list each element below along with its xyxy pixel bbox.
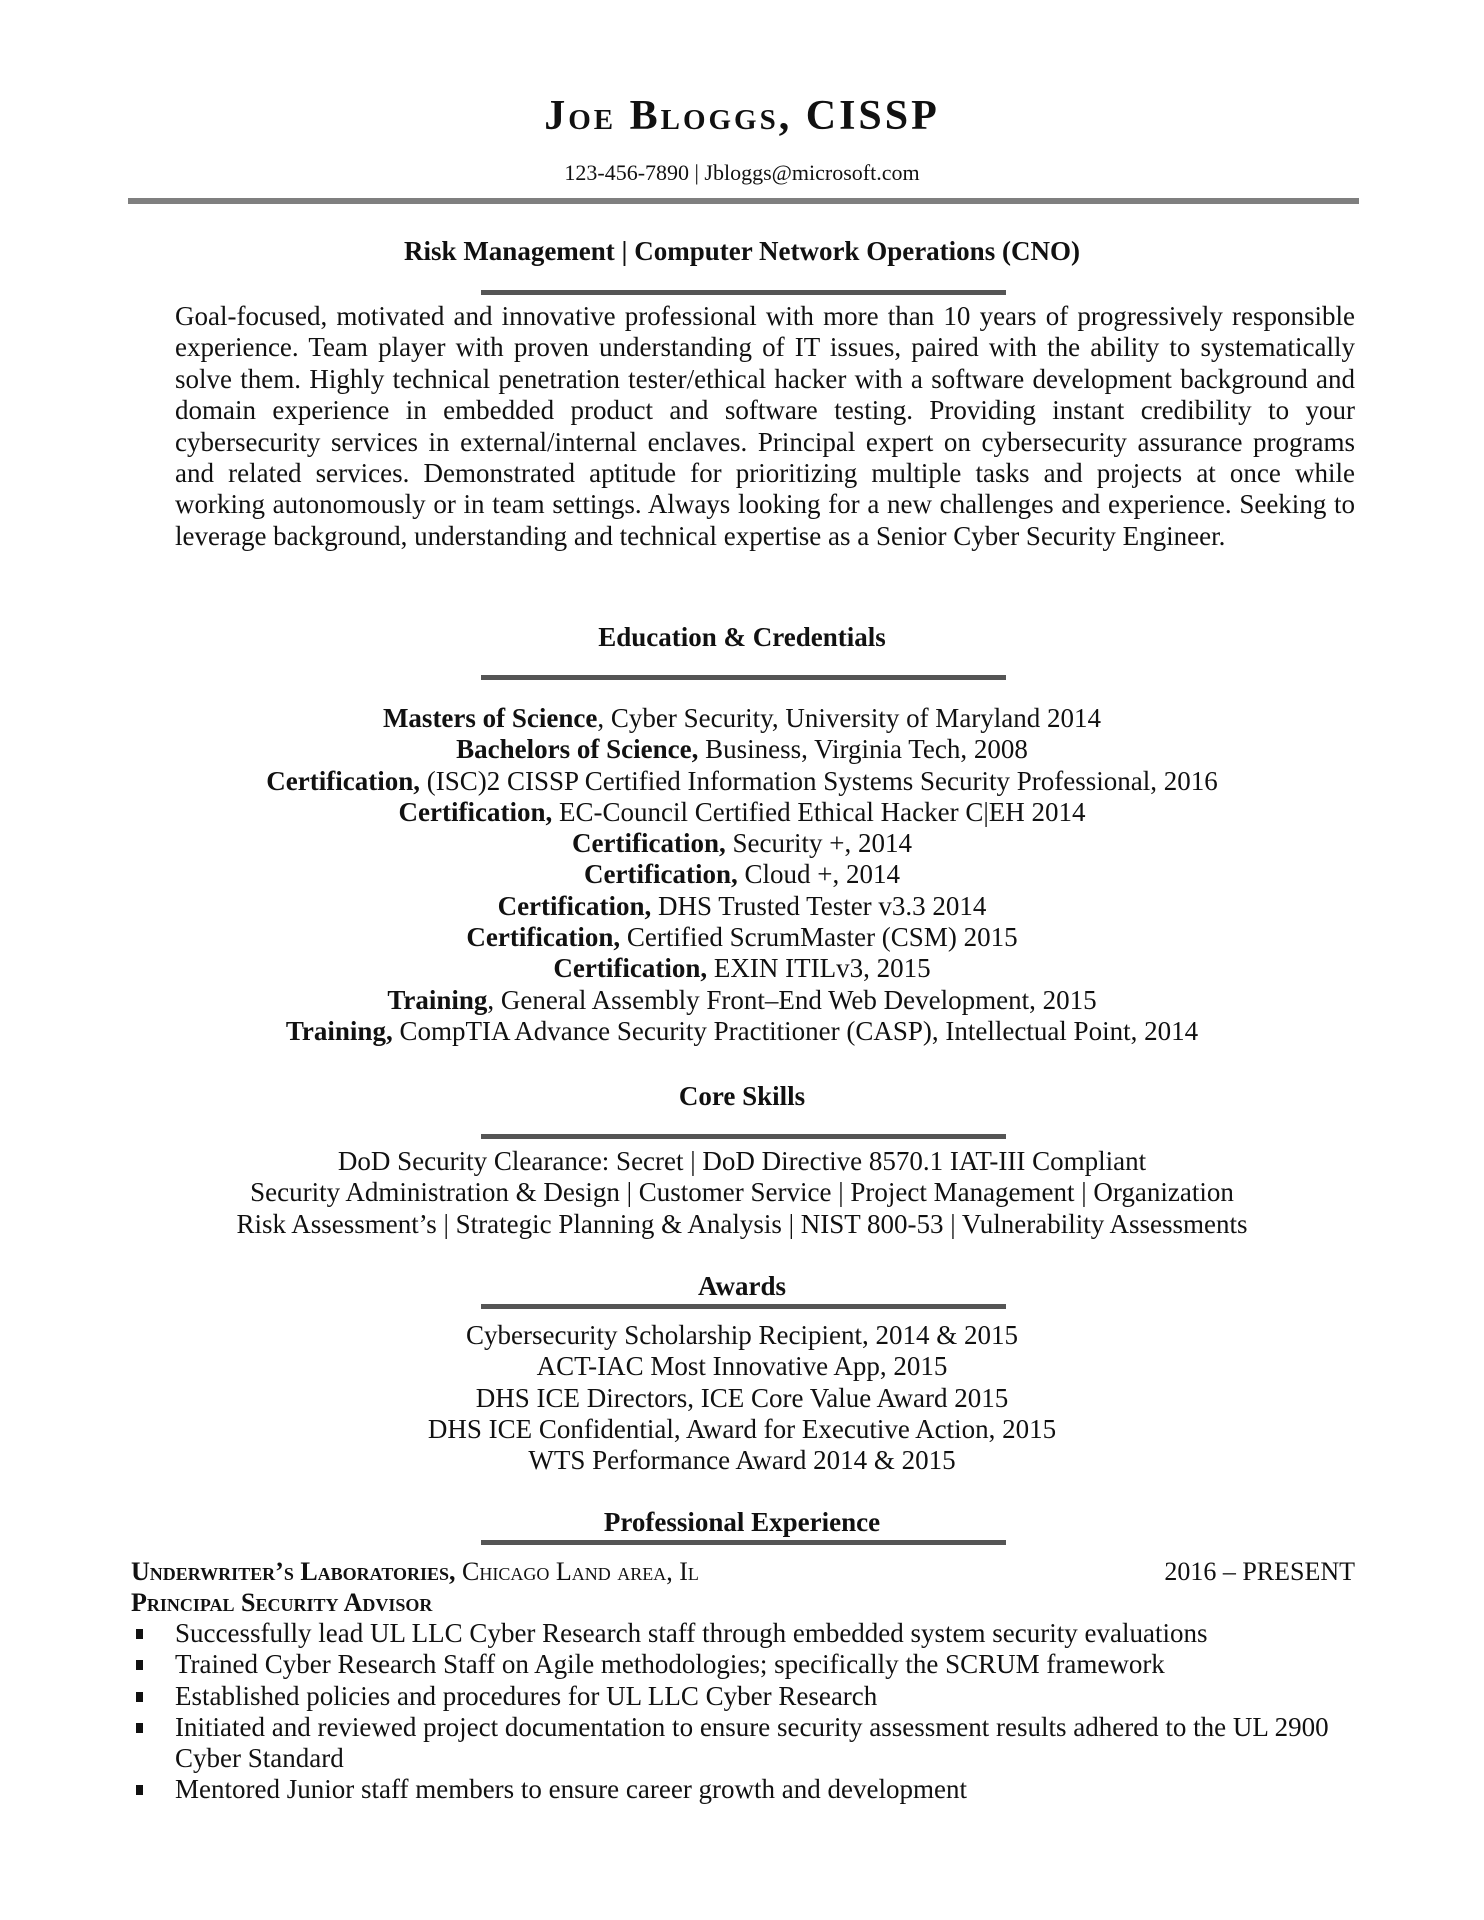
section-divider: [481, 1540, 1006, 1545]
job-dates: 2016 – PRESENT: [1164, 1557, 1355, 1586]
education-item: Certification, EC-Council Certified Ethical Hacker C|EH 2014: [398, 796, 1086, 827]
square-bullet-icon: [136, 1723, 143, 1733]
skills-line: DoD Security Clearance: Secret | DoD Directive 8570.1 IAT-III Compliant: [337, 1146, 1147, 1176]
education-heading: Education & Credentials: [598, 622, 886, 652]
award-item: DHS ICE Confidential, Award for Executive Action, 2015: [427, 1413, 1057, 1444]
square-bullet-icon: [136, 1629, 143, 1639]
square-bullet-icon: [136, 1785, 143, 1795]
award-item: DHS ICE Directors, ICE Core Value Award 2015: [475, 1382, 1009, 1413]
education-item: Training, CompTIA Advance Security Practitioner (CASP), Intellectual Point, 2014: [285, 1015, 1199, 1046]
contact-info: 123-456-7890 | Jbloggs@microsoft.com: [564, 160, 920, 185]
header-divider: [128, 198, 1359, 204]
list-item: Initiated and reviewed project documentation to ensure security assessment results adhered to the UL 2900 Cyber Standard: [131, 1712, 1355, 1775]
list-item: Trained Cyber Research Staff on Agile methodologies; specifically the SCRUM framework: [131, 1649, 1355, 1680]
education-item: Training, General Assembly Front–End Web Development, 2015: [387, 984, 1097, 1015]
education-item: Certification, Certified ScrumMaster (CSM) 2015: [466, 922, 1018, 953]
skills-line: Security Administration & Design | Customer Service | Project Management | Organization: [250, 1177, 1234, 1208]
education-item: Certification, Security +, 2014: [572, 828, 912, 859]
education-item: Certification, DHS Trusted Tester v3.3 2014: [497, 890, 987, 921]
company-name: Underwriter’s Laboratories,: [131, 1557, 456, 1586]
education-item: Masters of Science, Cyber Security, University of Maryland 2014: [382, 703, 1102, 733]
education-list: [0, 703, 1484, 1047]
education-item: Certification, (ISC)2 CISSP Certified Information Systems Security Professional, 2016: [266, 765, 1218, 796]
award-item: Cybersecurity Scholarship Recipient, 2014 & 2015: [466, 1320, 1018, 1350]
square-bullet-icon: [136, 1692, 143, 1702]
education-item: Bachelors of Science, Business, Virginia Tech, 2008: [456, 734, 1028, 765]
section-divider: [481, 1304, 1006, 1309]
education-item: Certification, Cloud +, 2014: [584, 859, 900, 890]
list-item: Mentored Junior staff members to ensure career growth and development: [131, 1774, 1355, 1805]
job-title: Principal Security Advisor: [131, 1588, 433, 1617]
section-divider: [481, 675, 1006, 680]
skills-line: Risk Assessment’s | Strategic Planning & Analysis | NIST 800-53 | Vulnerability Assessments: [236, 1208, 1248, 1239]
candidate-name: Joe Bloggs, CISSP: [544, 93, 940, 139]
square-bullet-icon: [136, 1660, 143, 1670]
summary-paragraph: Goal-focused, motivated and innovative professional with more than 10 years of progressively responsible experience. Team player with proven understanding of IT issues, paired with the ability to systematically solve them. Highly technical penetration tester/ethical hacker with a software development background and domain experience in embedded product and software testing. Providing instant credibility to your cybersecurity services in external/internal enclaves. Principal expert on cybersecurity assurance programs and related services. Demonstrated aptitude for prioritizing multiple tasks and projects at once while working autonomously or in team settings. Always looking for a new challenges and experience. Seeking to leverage background, understanding and technical expertise as a Senior Cyber Security Engineer.: [175, 301, 1355, 551]
award-item: ACT-IAC Most Innovative App, 2015: [536, 1351, 948, 1382]
section-divider: [481, 290, 1006, 295]
skills-list: [0, 1146, 1484, 1240]
education-item: Certification, EXIN ITILv3, 2015: [553, 953, 931, 984]
section-divider: [481, 1134, 1006, 1139]
experience-heading: Professional Experience: [603, 1507, 881, 1537]
employer: [131, 1556, 699, 1587]
job-header: [131, 1556, 1355, 1587]
job-bullets: [131, 1618, 1355, 1806]
skills-heading: Core Skills: [678, 1081, 806, 1111]
job-entry: [131, 1556, 1355, 1806]
award-item: WTS Performance Award 2014 & 2015: [528, 1445, 956, 1476]
list-item: Established policies and procedures for UL LLC Cyber Research: [131, 1681, 1355, 1712]
awards-list: [0, 1320, 1484, 1476]
summary-heading: Risk Management | Computer Network Operations (CNO): [404, 236, 1080, 266]
awards-heading: Awards: [697, 1271, 786, 1301]
list-item: Successfully lead UL LLC Cyber Research staff through embedded system security evaluations: [131, 1618, 1355, 1649]
job-location: Chicago Land area, Il: [455, 1557, 699, 1586]
